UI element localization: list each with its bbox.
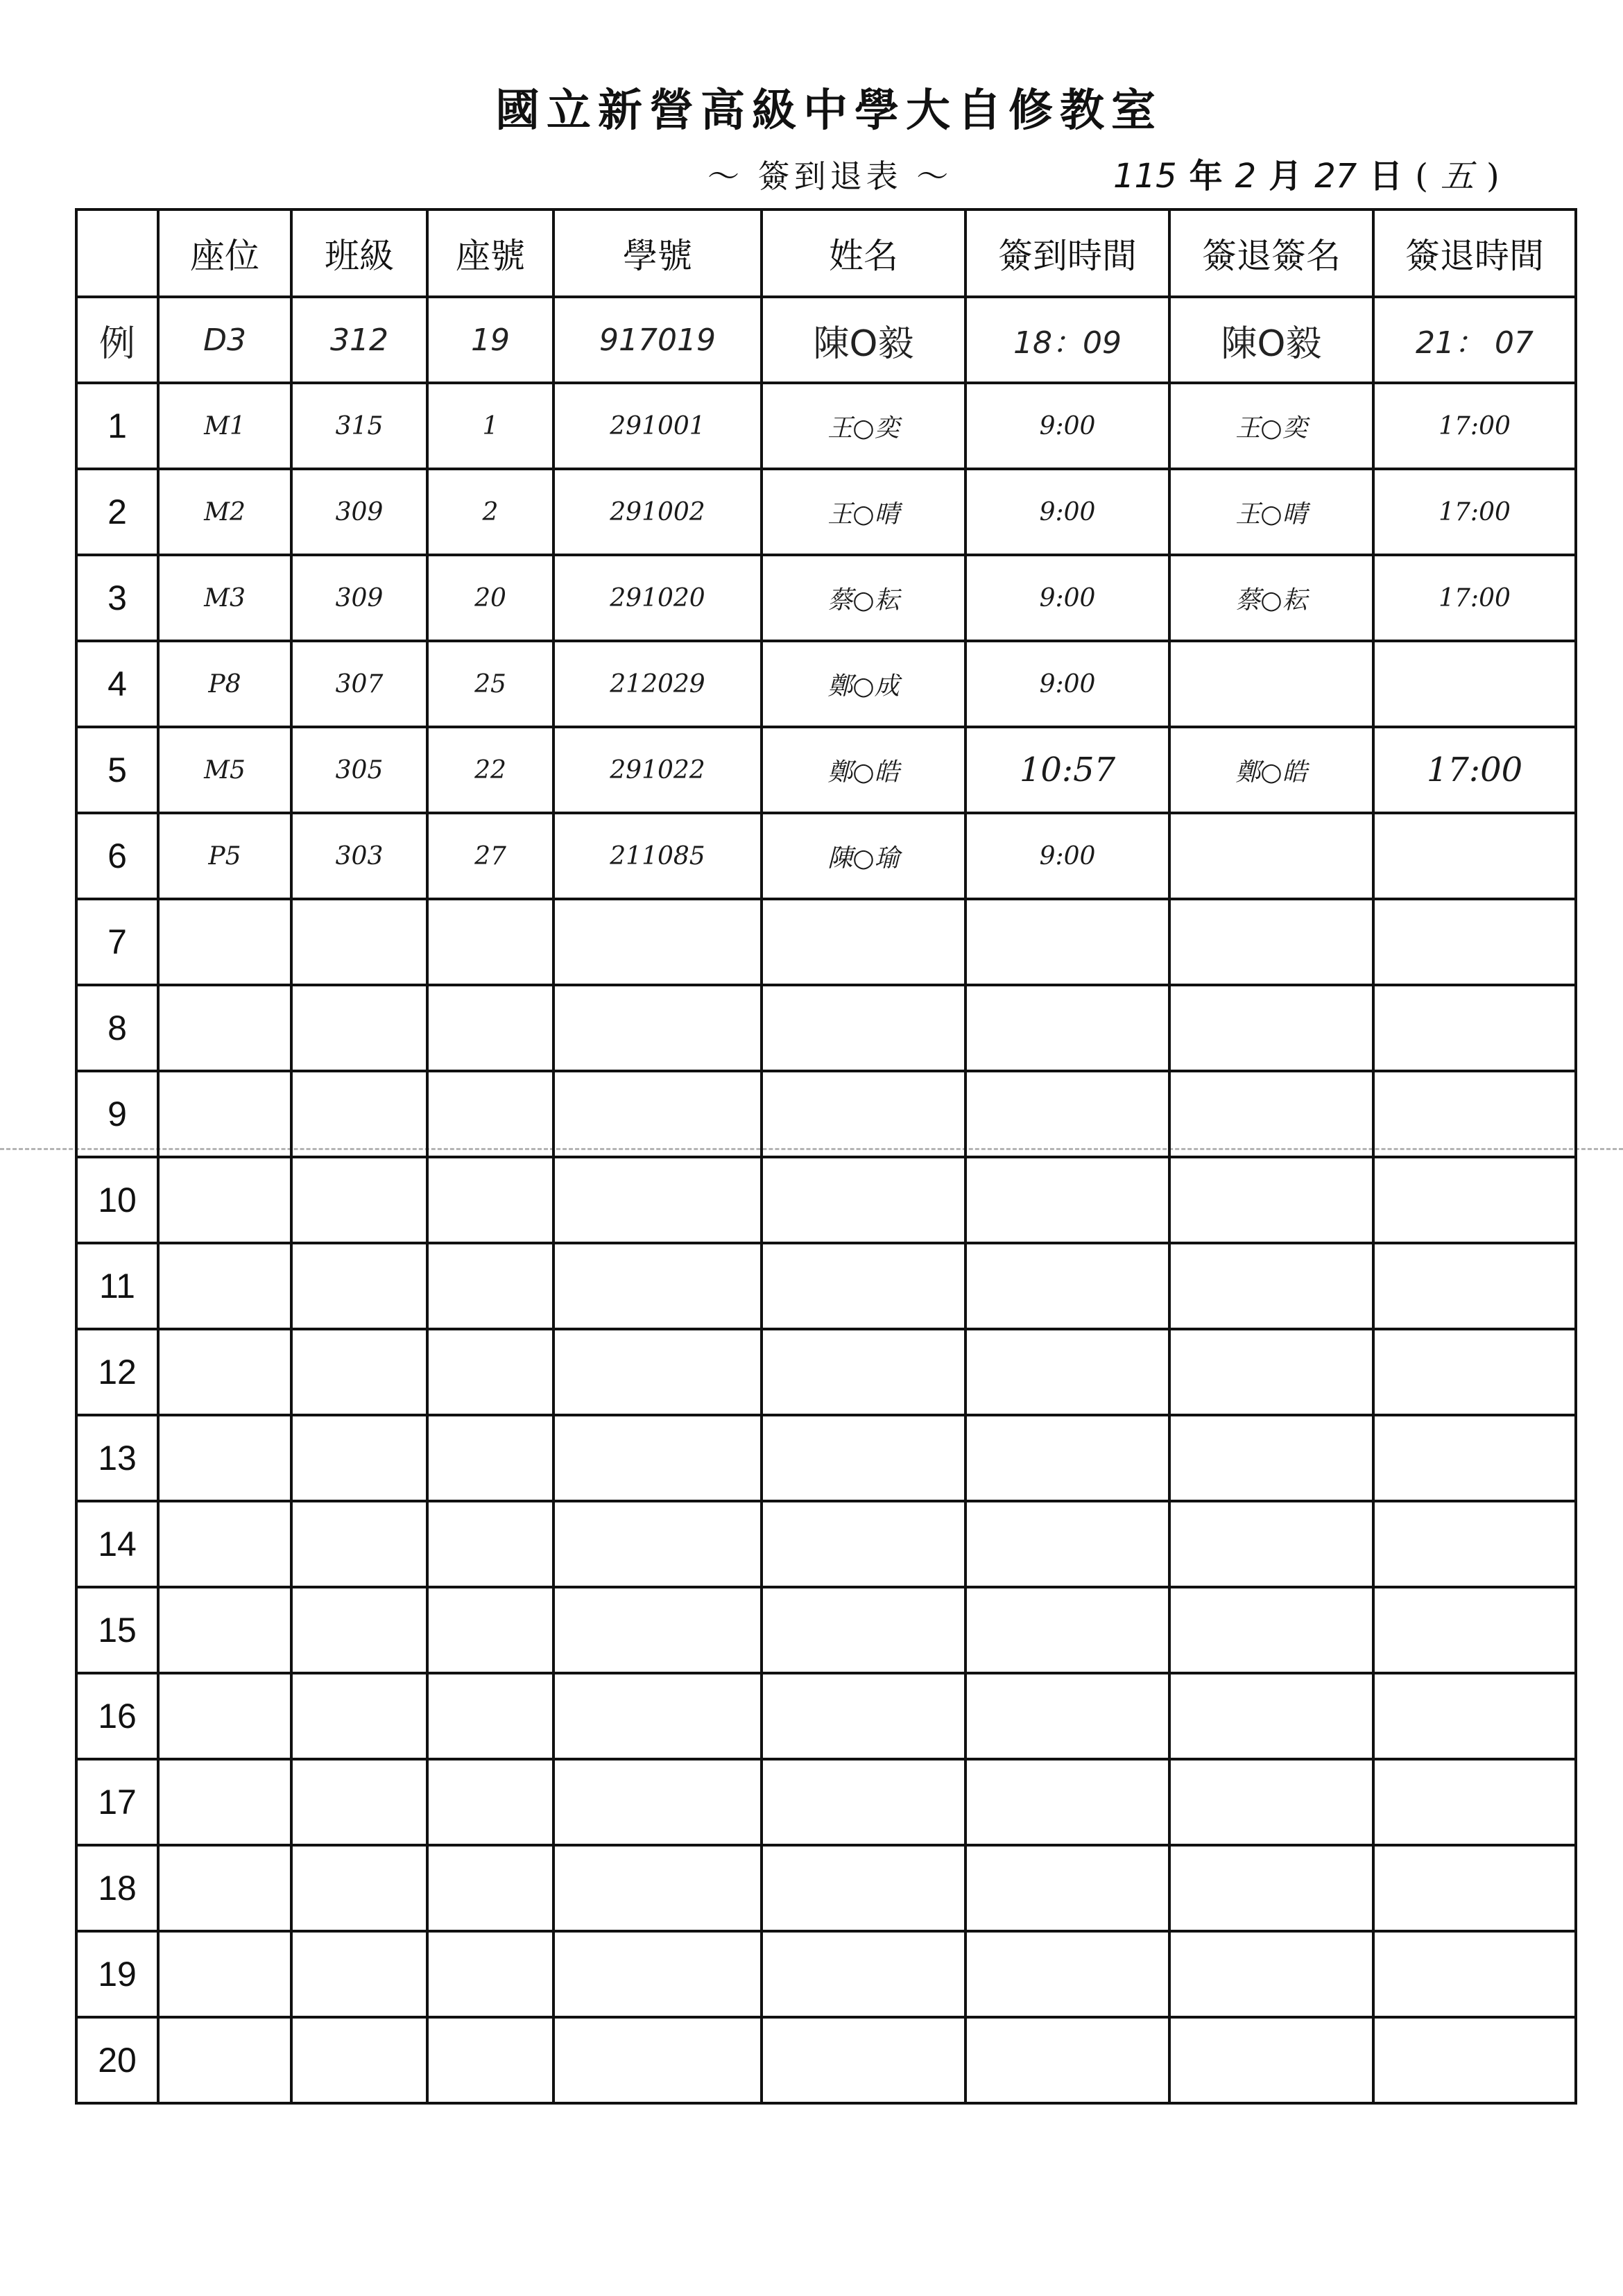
name-cell[interactable]	[762, 1243, 965, 1329]
name-cell[interactable]: 鄭○成	[762, 641, 965, 727]
seat-cell[interactable]	[158, 1759, 291, 1845]
sign-in-time-cell[interactable]	[965, 1243, 1169, 1329]
example-seat-no: 19	[427, 297, 553, 383]
seat-cell[interactable]: M3	[158, 555, 291, 641]
sign-out-signature-cell[interactable]	[1169, 985, 1373, 1071]
col-header-sign-in-time: 簽到時間	[965, 209, 1169, 297]
form-title: 國立新營高級中學大自修教室	[495, 85, 1162, 137]
table-row	[76, 985, 1576, 1071]
form-date	[1113, 149, 1500, 197]
seat-cell[interactable]	[158, 899, 291, 985]
sign-in-time-cell[interactable]	[965, 1501, 1169, 1587]
table-row	[76, 899, 1576, 985]
weekday-open-paren: (	[1415, 157, 1429, 196]
row-number: 17	[76, 1759, 158, 1845]
sign-out-signature-cell[interactable]	[1169, 1673, 1373, 1759]
name-cell[interactable]	[762, 985, 965, 1071]
row-number: 16	[76, 1673, 158, 1759]
example-sign-out-signature: 陳O毅	[1169, 297, 1373, 383]
sign-out-signature-cell[interactable]	[1169, 1759, 1373, 1845]
class-cell[interactable]: 309	[291, 469, 427, 555]
seat-no-cell[interactable]: 27	[427, 813, 553, 899]
seat-no-cell[interactable]	[427, 1415, 553, 1501]
sign-out-time-cell[interactable]	[1373, 1673, 1576, 1759]
sign-in-time-cell[interactable]: 9:00	[965, 383, 1169, 469]
class-cell[interactable]	[291, 1071, 427, 1157]
table-row	[76, 1157, 1576, 1243]
student-id-cell[interactable]	[553, 1673, 762, 1759]
seat-no-cell[interactable]	[427, 1759, 553, 1845]
seat-no-cell[interactable]: 1	[427, 383, 553, 469]
col-header-class: 班級	[291, 209, 427, 297]
name-cell[interactable]	[762, 1587, 965, 1673]
sign-out-signature-cell[interactable]	[1169, 1415, 1373, 1501]
seat-cell[interactable]	[158, 1673, 291, 1759]
row-number: 4	[76, 641, 158, 727]
class-cell[interactable]	[291, 1415, 427, 1501]
seat-cell[interactable]	[158, 1501, 291, 1587]
table-row	[76, 1329, 1576, 1415]
student-id-cell[interactable]	[553, 1243, 762, 1329]
sign-out-signature-cell[interactable]	[1169, 813, 1373, 899]
row-number: 20	[76, 2017, 158, 2103]
student-id-cell[interactable]	[553, 1759, 762, 1845]
table-row	[76, 1673, 1576, 1759]
sign-out-time-cell[interactable]	[1373, 1157, 1576, 1243]
date-weekday[interactable]: 五	[1441, 157, 1475, 196]
name-cell[interactable]: 鄭○皓	[762, 727, 965, 813]
col-header-name: 姓名	[762, 209, 965, 297]
class-cell[interactable]: 305	[291, 727, 427, 813]
class-cell[interactable]	[291, 1243, 427, 1329]
name-cell[interactable]: 陳○瑜	[762, 813, 965, 899]
seat-cell[interactable]: P8	[158, 641, 291, 727]
sign-in-time-cell[interactable]	[965, 1931, 1169, 2017]
sign-out-time-cell[interactable]	[1373, 813, 1576, 899]
student-id-cell[interactable]	[553, 985, 762, 1071]
class-cell[interactable]	[291, 985, 427, 1071]
row-number: 2	[76, 469, 158, 555]
sign-in-time-cell[interactable]	[965, 1157, 1169, 1243]
name-cell[interactable]	[762, 1845, 965, 1931]
seat-cell[interactable]	[158, 1587, 291, 1673]
seat-no-cell[interactable]	[427, 1673, 553, 1759]
name-cell[interactable]	[762, 1759, 965, 1845]
name-cell[interactable]: 王○晴	[762, 469, 965, 555]
table-row	[76, 727, 1576, 813]
header-row	[76, 209, 1576, 297]
student-id-cell[interactable]	[553, 1587, 762, 1673]
class-cell[interactable]	[291, 1501, 427, 1587]
sign-out-signature-cell[interactable]	[1169, 641, 1373, 727]
class-cell[interactable]	[291, 1759, 427, 1845]
sign-out-time-cell[interactable]	[1373, 1329, 1576, 1415]
seat-cell[interactable]	[158, 1415, 291, 1501]
col-header-sign-out-time: 簽退時間	[1373, 209, 1576, 297]
example-label: 例	[76, 297, 158, 383]
table-row	[76, 1845, 1576, 1931]
table-row	[76, 1243, 1576, 1329]
name-cell[interactable]	[762, 1501, 965, 1587]
student-id-cell[interactable]: 211085	[553, 813, 762, 899]
example-name: 陳O毅	[762, 297, 965, 383]
name-cell[interactable]	[762, 1071, 965, 1157]
student-id-cell[interactable]	[553, 899, 762, 985]
row-number: 19	[76, 1931, 158, 2017]
col-header-seat: 座位	[158, 209, 291, 297]
seat-cell[interactable]	[158, 1071, 291, 1157]
row-number: 12	[76, 1329, 158, 1415]
weekday-close-paren: )	[1486, 157, 1500, 196]
row-number: 15	[76, 1587, 158, 1673]
sign-out-time-cell[interactable]	[1373, 985, 1576, 1071]
seat-cell[interactable]	[158, 985, 291, 1071]
sign-in-time-cell[interactable]	[965, 2017, 1169, 2103]
sign-in-time-cell[interactable]	[965, 899, 1169, 985]
row-number: 8	[76, 985, 158, 1071]
class-cell[interactable]	[291, 1845, 427, 1931]
seat-cell[interactable]	[158, 1329, 291, 1415]
seat-no-cell[interactable]: 25	[427, 641, 553, 727]
student-id-cell[interactable]	[553, 1501, 762, 1587]
table-row	[76, 1071, 1576, 1157]
sign-out-time-cell[interactable]	[1373, 1587, 1576, 1673]
sign-out-signature-cell[interactable]	[1169, 899, 1373, 985]
sign-in-out-table	[75, 208, 1577, 2105]
table-row	[76, 1587, 1576, 1673]
sign-in-time-cell[interactable]	[965, 1673, 1169, 1759]
seat-no-cell[interactable]: 22	[427, 727, 553, 813]
sign-out-signature-cell[interactable]	[1169, 1587, 1373, 1673]
sign-out-time-cell[interactable]	[1373, 899, 1576, 985]
sign-out-time-cell[interactable]	[1373, 1415, 1576, 1501]
class-cell[interactable]	[291, 2017, 427, 2103]
row-number: 18	[76, 1845, 158, 1931]
class-cell[interactable]	[291, 1329, 427, 1415]
seat-cell[interactable]	[158, 1845, 291, 1931]
row-number: 5	[76, 727, 158, 813]
table-row	[76, 383, 1576, 469]
date-day-unit: 日	[1369, 157, 1403, 196]
table-row	[76, 2017, 1576, 2103]
sign-in-time-cell[interactable]: 9:00	[965, 813, 1169, 899]
row-number: 14	[76, 1501, 158, 1587]
date-day[interactable]: 27	[1314, 157, 1357, 196]
name-cell[interactable]	[762, 899, 965, 985]
student-id-cell[interactable]	[553, 1329, 762, 1415]
sign-out-signature-cell[interactable]	[1169, 1071, 1373, 1157]
table-row	[76, 1931, 1576, 2017]
col-header-student-id: 學號	[553, 209, 762, 297]
seat-cell[interactable]: M1	[158, 383, 291, 469]
sign-in-time-cell[interactable]	[965, 1587, 1169, 1673]
name-cell[interactable]	[762, 1157, 965, 1243]
seat-no-cell[interactable]	[427, 899, 553, 985]
example-sign-out-time: 21： 07	[1373, 297, 1576, 383]
sign-out-time-cell[interactable]	[1373, 641, 1576, 727]
sign-out-time-cell[interactable]	[1373, 1845, 1576, 1931]
row-number: 9	[76, 1071, 158, 1157]
class-cell[interactable]	[291, 899, 427, 985]
date-year-unit: 年	[1189, 157, 1223, 196]
col-header-seat-no: 座號	[427, 209, 553, 297]
example-row	[76, 297, 1576, 383]
sign-out-time-cell[interactable]	[1373, 1243, 1576, 1329]
student-id-cell[interactable]: 291002	[553, 469, 762, 555]
table-row	[76, 1415, 1576, 1501]
sign-out-time-cell[interactable]: 17:00	[1373, 383, 1576, 469]
sign-out-time-cell[interactable]: 17:00	[1373, 469, 1576, 555]
table-row	[76, 813, 1576, 899]
form-subtitle: ～ 簽到退表 ～	[707, 157, 953, 195]
sign-out-signature-cell[interactable]	[1169, 1931, 1373, 2017]
class-cell[interactable]: 309	[291, 555, 427, 641]
sign-out-signature-cell[interactable]	[1169, 1329, 1373, 1415]
class-cell[interactable]	[291, 1931, 427, 2017]
example-class: 312	[291, 297, 427, 383]
student-id-cell[interactable]	[553, 1157, 762, 1243]
sign-out-signature-cell[interactable]: 王○晴	[1169, 469, 1373, 555]
date-month[interactable]: 2	[1235, 157, 1257, 196]
sign-in-time-cell[interactable]	[965, 1845, 1169, 1931]
seat-cell[interactable]	[158, 1243, 291, 1329]
student-id-cell[interactable]: 291020	[553, 555, 762, 641]
student-id-cell[interactable]	[553, 2017, 762, 2103]
student-id-cell[interactable]	[553, 1071, 762, 1157]
sign-out-time-cell[interactable]	[1373, 1071, 1576, 1157]
sign-in-time-cell[interactable]: 9:00	[965, 469, 1169, 555]
sign-out-time-cell[interactable]	[1373, 1501, 1576, 1587]
seat-no-cell[interactable]	[427, 2017, 553, 2103]
seat-no-cell[interactable]	[427, 1329, 553, 1415]
sign-out-signature-cell[interactable]	[1169, 1501, 1373, 1587]
table-row	[76, 641, 1576, 727]
table-row	[76, 555, 1576, 641]
row-number: 7	[76, 899, 158, 985]
student-id-cell[interactable]: 291022	[553, 727, 762, 813]
table-row	[76, 1501, 1576, 1587]
sign-in-time-cell[interactable]	[965, 1415, 1169, 1501]
student-id-cell[interactable]: 212029	[553, 641, 762, 727]
seat-cell[interactable]	[158, 2017, 291, 2103]
col-header-number	[76, 209, 158, 297]
seat-cell[interactable]	[158, 1931, 291, 2017]
row-number: 3	[76, 555, 158, 641]
student-id-cell[interactable]: 291001	[553, 383, 762, 469]
seat-no-cell[interactable]	[427, 1071, 553, 1157]
seat-cell[interactable]: M5	[158, 727, 291, 813]
col-header-sign-out-signature: 簽退簽名	[1169, 209, 1373, 297]
sign-in-time-cell[interactable]	[965, 985, 1169, 1071]
seat-no-cell[interactable]	[427, 1931, 553, 2017]
sign-out-time-cell[interactable]: 17:00	[1373, 555, 1576, 641]
seat-no-cell[interactable]	[427, 1243, 553, 1329]
seat-no-cell[interactable]	[427, 1157, 553, 1243]
seat-cell[interactable]: M2	[158, 469, 291, 555]
class-cell[interactable]: 303	[291, 813, 427, 899]
sign-out-time-cell[interactable]	[1373, 1759, 1576, 1845]
sign-out-time-cell[interactable]	[1373, 1931, 1576, 2017]
name-cell[interactable]	[762, 1415, 965, 1501]
seat-cell[interactable]: P5	[158, 813, 291, 899]
date-month-unit: 月	[1269, 157, 1303, 196]
sign-out-time-cell[interactable]: 17:00	[1373, 727, 1576, 813]
sign-out-signature-cell[interactable]: 王○奕	[1169, 383, 1373, 469]
sign-in-time-cell[interactable]	[965, 1759, 1169, 1845]
sign-out-signature-cell[interactable]	[1169, 2017, 1373, 2103]
seat-no-cell[interactable]	[427, 1587, 553, 1673]
seat-cell[interactable]	[158, 1157, 291, 1243]
sign-in-time-cell[interactable]: 9:00	[965, 555, 1169, 641]
sign-out-time-cell[interactable]	[1373, 2017, 1576, 2103]
seat-no-cell[interactable]: 2	[427, 469, 553, 555]
sign-out-signature-cell[interactable]: 蔡○耘	[1169, 555, 1373, 641]
sign-in-time-cell[interactable]	[965, 1071, 1169, 1157]
table-row	[76, 1759, 1576, 1845]
seat-no-cell[interactable]	[427, 985, 553, 1071]
sign-in-time-cell[interactable]: 10:57	[965, 727, 1169, 813]
name-cell[interactable]	[762, 1329, 965, 1415]
seat-no-cell[interactable]	[427, 1501, 553, 1587]
sign-out-signature-cell[interactable]	[1169, 1157, 1373, 1243]
sign-out-signature-cell[interactable]	[1169, 1243, 1373, 1329]
sign-out-signature-cell[interactable]: 鄭○皓	[1169, 727, 1373, 813]
sign-in-time-cell[interactable]	[965, 1329, 1169, 1415]
class-cell[interactable]	[291, 1673, 427, 1759]
date-year[interactable]: 115	[1113, 157, 1177, 196]
name-cell[interactable]	[762, 2017, 965, 2103]
seat-no-cell[interactable]	[427, 1845, 553, 1931]
row-number: 1	[76, 383, 158, 469]
name-cell[interactable]: 王○奕	[762, 383, 965, 469]
class-cell[interactable]: 307	[291, 641, 427, 727]
student-id-cell[interactable]	[553, 1931, 762, 2017]
name-cell[interactable]: 蔡○耘	[762, 555, 965, 641]
row-number: 13	[76, 1415, 158, 1501]
name-cell[interactable]	[762, 1673, 965, 1759]
class-cell[interactable]: 315	[291, 383, 427, 469]
sign-in-time-cell[interactable]: 9:00	[965, 641, 1169, 727]
sign-out-signature-cell[interactable]	[1169, 1845, 1373, 1931]
row-number: 6	[76, 813, 158, 899]
class-cell[interactable]	[291, 1157, 427, 1243]
class-cell[interactable]	[291, 1587, 427, 1673]
table-row	[76, 469, 1576, 555]
student-id-cell[interactable]	[553, 1415, 762, 1501]
student-id-cell[interactable]	[553, 1845, 762, 1931]
example-seat: D3	[158, 297, 291, 383]
name-cell[interactable]	[762, 1931, 965, 2017]
row-number: 10	[76, 1157, 158, 1243]
row-number: 11	[76, 1243, 158, 1329]
seat-no-cell[interactable]: 20	[427, 555, 553, 641]
example-sign-in-time: 18：09	[965, 297, 1169, 383]
example-student-id: 917019	[553, 297, 762, 383]
